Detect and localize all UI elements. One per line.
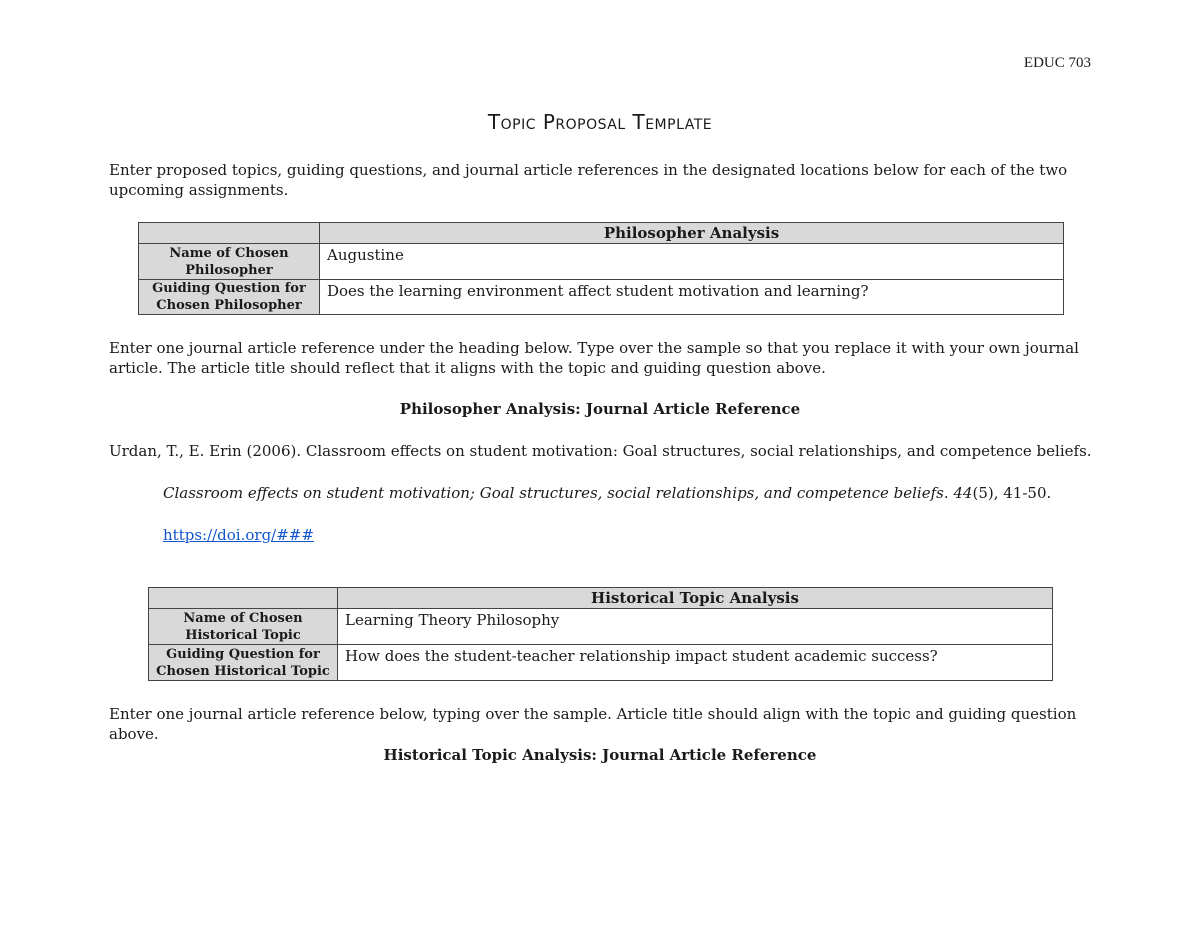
doi-link[interactable]: https://doi.org/### — [163, 526, 314, 544]
philosopher-table-heading: Philosopher Analysis — [320, 223, 1064, 244]
philosopher-question-value[interactable]: Does the learning environment affect student motivation and learning? — [320, 280, 1064, 315]
journal-issue-pages: (5), 41-50. — [972, 484, 1052, 502]
page-title: Topic Proposal Template — [487, 110, 713, 134]
historical-reference-heading: Historical Topic Analysis: Journal Article Reference — [383, 746, 817, 764]
historical-question-label: Guiding Question for Chosen Historical Topic — [149, 645, 338, 681]
course-code: EDUC 703 — [1023, 55, 1091, 71]
table-corner-cell — [149, 588, 338, 609]
philosopher-reference-journal-line[interactable]: Classroom effects on student motivation; Goal structures, social relationships, and competence beliefs. 44(5), 41-50. — [163, 484, 1052, 502]
historical-instructions: Enter one journal article reference below, typing over the sample. Article title should align with the topic and guiding question above. — [109, 705, 1077, 743]
journal-title: Classroom effects on student motivation; Goal structures, social relationships, and competence beliefs — [163, 484, 944, 502]
philosopher-name-label: Name of Chosen Philosopher — [139, 244, 320, 280]
historical-question-value[interactable]: How does the student-teacher relationship impact student academic success? — [338, 645, 1053, 681]
historical-table — [148, 587, 1053, 681]
philosopher-question-label: Guiding Question for Chosen Philosopher — [139, 280, 320, 315]
philosopher-reference-heading: Philosopher Analysis: Journal Article Reference — [399, 400, 801, 418]
journal-volume: 44 — [953, 484, 973, 502]
historical-topic-value[interactable]: Learning Theory Philosophy — [338, 609, 1053, 645]
historical-topic-label: Name of Chosen Historical Topic — [149, 609, 338, 645]
philosopher-name-value[interactable]: Augustine — [320, 244, 1064, 280]
table-corner-cell — [139, 223, 320, 244]
philosopher-instructions: Enter one journal article reference under the heading below. Type over the sample so that you replace it with your own journal article. The article title should reflect that it aligns with the topic and guiding question above. — [109, 339, 1079, 377]
philosopher-reference-citation[interactable]: Urdan, T., E. Erin (2006). Classroom effects on student motivation: Goal structures, social relationships, and competence beliefs. — [109, 442, 1092, 460]
historical-table-heading: Historical Topic Analysis — [338, 588, 1053, 609]
intro-paragraph: Enter proposed topics, guiding questions, and journal article references in the designated locations below for each of the two upcoming assignments. — [109, 161, 1068, 199]
philosopher-table — [138, 222, 1064, 315]
